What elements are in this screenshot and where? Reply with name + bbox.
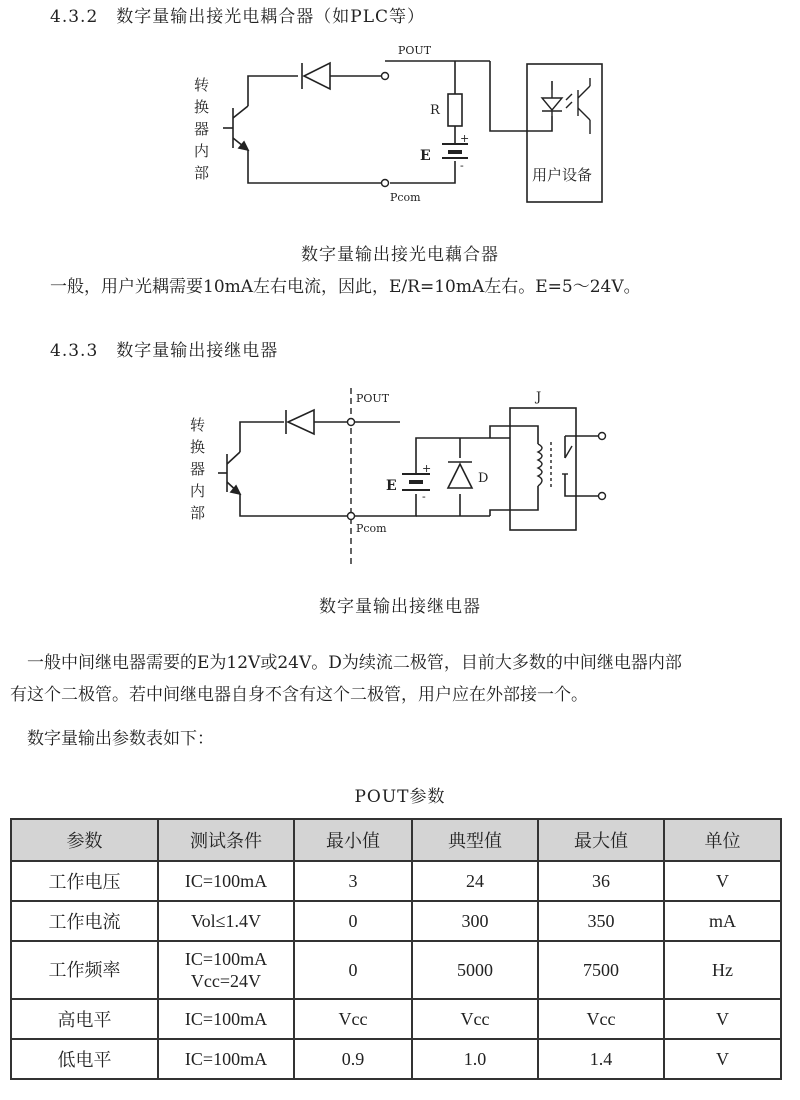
svg-text:器: 器 [194,120,210,138]
svg-text:换: 换 [194,98,210,116]
table-cell: 工作电流 [11,901,158,941]
resistor-label: R [430,103,440,118]
svg-text:内: 内 [194,142,210,160]
plus-sign: + [422,462,432,475]
wiring [240,422,600,516]
minus-sign: - [422,490,426,503]
diode-icon [302,63,330,89]
table-cell: 工作电压 [11,861,158,901]
source-label: E [420,148,431,164]
table-cell: 高电平 [11,999,158,1039]
table-cell: 1.0 [412,1039,538,1079]
optocoupler-icon [542,78,590,134]
table-cell: 3 [294,861,412,901]
table-cell: V [664,1039,781,1079]
table-cell: 36 [538,861,664,901]
battery-icon [402,474,430,490]
transistor-symbol [218,452,240,494]
table-row [11,901,781,941]
header-cell: 最小值 [294,819,412,861]
section-heading-relay: 4.3.3 数字量输出接继电器 [50,341,279,361]
table-caption: POUT参数 [354,787,446,807]
battery-icon [442,144,468,158]
table-cell: 350 [538,901,664,941]
svg-text:换: 换 [190,438,206,456]
header-cell: 单位 [664,819,781,861]
relay-note-line1: 一般中间继电器需要的E为12V或24V。D为续流二极管，目前大多数的中间继电器内部 [10,653,682,673]
converter-label [190,416,205,522]
svg-text:器: 器 [190,460,206,478]
svg-text:转: 转 [194,76,210,94]
table-cell: Hz [664,941,781,999]
pcom-terminal-icon [348,513,355,520]
pcom-terminal-icon [382,180,389,187]
table-cell: 7500 [538,941,664,999]
pout-label: POUT [398,44,432,57]
table-intro: 数字量输出参数表如下： [10,729,214,749]
relay-note-line2: 有这个二极管。若中间继电器自身不含有这个二极管，用户应在外部接一个。 [10,685,588,705]
svg-text:内: 内 [190,482,206,500]
wiring [248,61,552,183]
table-row [11,941,781,999]
contact-terminal-icon [599,433,606,440]
pcom-label: Pcom [390,191,421,204]
table-cell: 1.4 [538,1039,664,1079]
table-cell: IC=100mA [158,1039,294,1079]
table-cell: 24 [412,861,538,901]
pout-terminal-icon [382,73,389,80]
resistor-icon [448,94,462,126]
pout-label: POUT [356,392,390,405]
optocoupler-circuit-diagram [180,38,620,210]
table-cell: 5000 [412,941,538,999]
contact-terminal-icon [599,493,606,500]
table-row [11,999,781,1039]
user-device-label: 用户设备 [532,166,593,184]
diode-icon [286,410,314,434]
table-cell: 300 [412,901,538,941]
header-cell: 参数 [11,819,158,861]
svg-text:转: 转 [190,416,206,434]
table-cell: IC=100mA Vcc=24V [158,941,294,999]
table-cell: 0 [294,901,412,941]
freewheel-diode-icon [448,462,472,488]
pout-terminal-icon [348,419,355,426]
table-cell: 0.9 [294,1039,412,1079]
table-cell: Vcc [294,999,412,1039]
optocoupler-note: 一般，用户光耦需要10mA左右电流，因此，E/R=10mA左右。E=5～24V。 [50,277,641,297]
plus-sign: + [460,132,470,145]
svg-text:部: 部 [194,164,210,182]
table-cell: mA [664,901,781,941]
table-row [11,1039,781,1079]
diode-d-label: D [478,471,489,486]
converter-label [194,76,209,182]
minus-sign: - [460,159,464,172]
table-cell: Vol≤1.4V [158,901,294,941]
relay-label: J [536,390,542,405]
pcom-label: Pcom [356,522,387,535]
table-cell: 工作频率 [11,941,158,999]
table-cell: IC=100mA [158,861,294,901]
table-cell: 低电平 [11,1039,158,1079]
diagram-caption-optocoupler: 数字量输出接光电藕合器 [301,245,499,265]
source-label: E [386,478,397,494]
svg-text:部: 部 [190,504,206,522]
transistor-symbol [223,106,248,150]
pout-parameters-table [10,818,782,1080]
table-header-row [11,819,781,861]
table-cell: V [664,999,781,1039]
table-cell: IC=100mA [158,999,294,1039]
header-cell: 最大值 [538,819,664,861]
relay-circuit-diagram [180,386,620,566]
table-row [11,861,781,901]
diagram-caption-relay: 数字量输出接继电器 [319,597,481,617]
table-cell: V [664,861,781,901]
header-cell: 测试条件 [158,819,294,861]
relay-coil-icon [538,442,572,488]
table-cell: Vcc [412,999,538,1039]
table-cell: Vcc [538,999,664,1039]
header-cell: 典型值 [412,819,538,861]
table-cell: 0 [294,941,412,999]
section-heading-optocoupler: 4.3.2 数字量输出接光电耦合器（如PLC等） [50,7,425,27]
